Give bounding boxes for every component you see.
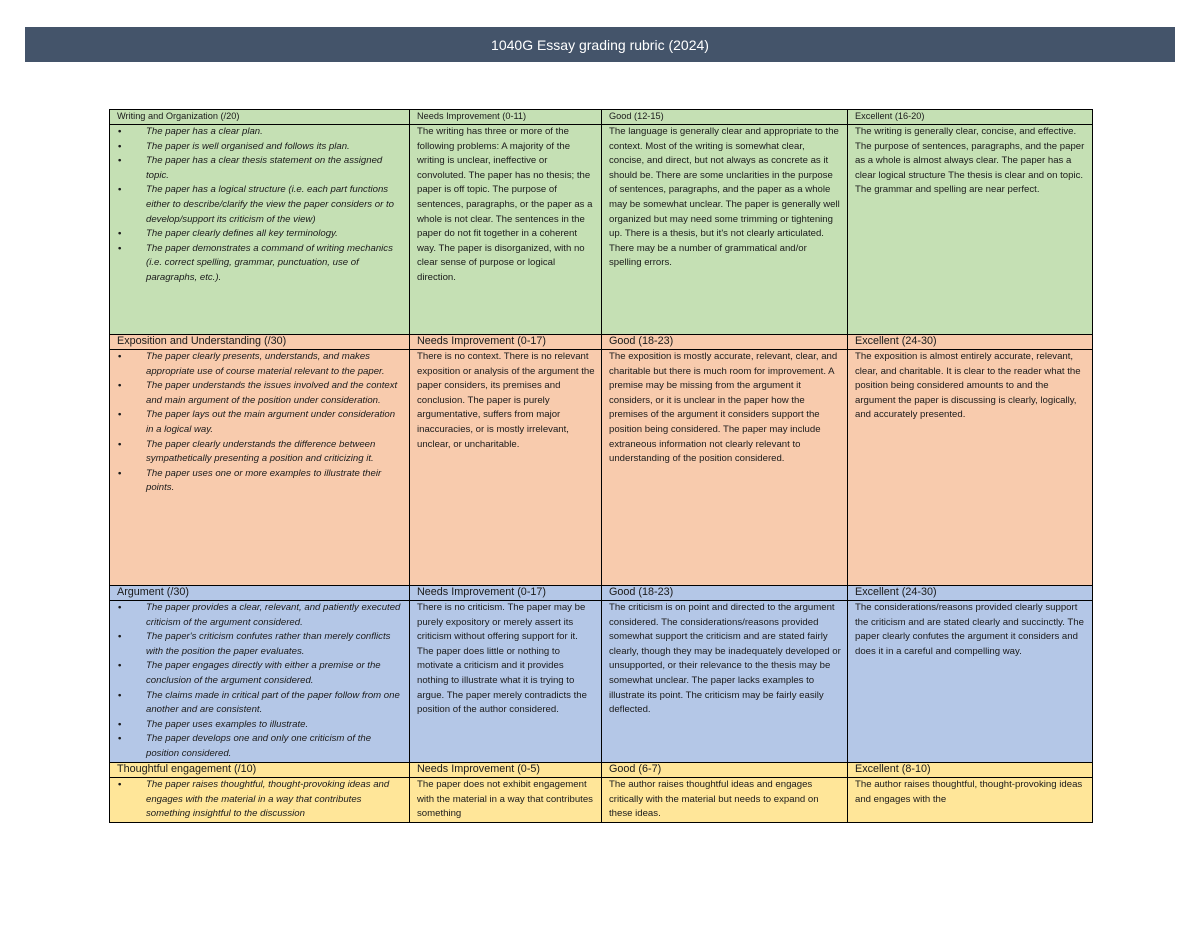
criterion-item: • The paper provides a clear, relevant, and patiently executed criticism of the argument considered.: [117, 601, 403, 630]
criterion-item: • The paper is well organised and follows its plan.: [117, 140, 403, 155]
criterion-item: • The paper's criticism confutes rather than merely conflicts with the position the paper evaluates.: [117, 630, 403, 659]
excellent-heading: Excellent (24-30): [848, 586, 1093, 601]
criterion-item: • The paper clearly presents, understands, and makes appropriate use of course material relevant to the paper.: [117, 350, 403, 379]
rubric-table: [109, 109, 1093, 823]
needs-improvement-heading: Needs Improvement (0-17): [410, 335, 602, 350]
needs-improvement-cell: There is no criticism. The paper may be purely expository or merely assert its criticism without offering support for it. The paper does little or nothing to motivate a criticism and it provides nothing to illustrate what it is trying to argue. The paper merely contradicts the position of the author considered.: [410, 601, 602, 763]
good-heading: Good (12-15): [602, 110, 848, 125]
criterion-item: • The paper clearly understands the difference between sympathetically presenting a position and criticizing it.: [117, 438, 403, 467]
needs-improvement-cell: There is no context. There is no relevant exposition or analysis of the argument the paper considers, its premises and conclusion. The paper is purely argumentative, suffers from major inaccuracies, or is mostly irrelevant, unclear, or uncharitable.: [410, 350, 602, 586]
section-body-row: [110, 601, 1093, 763]
section-body-row: [110, 778, 1093, 823]
criterion-item: • The paper has a logical structure (i.e. each part functions either to describe/clarify the view the paper considers or to develop/support its criticism of the view): [117, 183, 403, 227]
excellent-cell: The author raises thoughtful, thought-provoking ideas and engages with the: [848, 778, 1093, 823]
good-heading: Good (6-7): [602, 763, 848, 778]
criterion-item: • The paper has a clear thesis statement on the assigned topic.: [117, 154, 403, 183]
needs-improvement-cell: The paper does not exhibit engagement with the material in a way that contributes something: [410, 778, 602, 823]
criterion-item: • The paper engages directly with either a premise or the conclusion of the argument considered.: [117, 659, 403, 688]
criterion-item: • The paper understands the issues involved and the context and main argument of the position under consideration.: [117, 379, 403, 408]
section-header-row: [110, 763, 1093, 778]
criterion-item: • The paper uses examples to illustrate.: [117, 718, 403, 733]
criterion-item: • The paper has a clear plan.: [117, 125, 403, 140]
good-cell: The criticism is on point and directed to the argument considered. The considerations/reasons provided somewhat support the criticism and are stated fairly clearly, though they may be inadequately developed or unsupported, or their relevance to the thesis may be somewhat unclear. The paper lacks examples to illustrate its point. The criticism may be fairly easily deflected.: [602, 601, 848, 763]
criteria-cell: [110, 601, 410, 763]
needs-improvement-heading: Needs Improvement (0-11): [410, 110, 602, 125]
needs-improvement-heading: Needs Improvement (0-17): [410, 586, 602, 601]
page-title: 1040G Essay grading rubric (2024): [25, 27, 1175, 62]
criterion-item: • The paper raises thoughtful, thought-provoking ideas and engages with the material in a way that contributes something insightful to the discussion: [117, 778, 403, 822]
excellent-heading: Excellent (24-30): [848, 335, 1093, 350]
criterion-item: • The paper lays out the main argument under consideration in a logical way.: [117, 408, 403, 437]
excellent-heading: Excellent (16-20): [848, 110, 1093, 125]
excellent-cell: The considerations/reasons provided clearly support the criticism and are stated clearly and succinctly. The paper clearly confutes the argument it considers and does it in a careful and compelling way.: [848, 601, 1093, 763]
good-cell: The exposition is mostly accurate, relevant, clear, and charitable but there is much room for improvement. A premise may be missing from the argument it considers, or it is unclear in the paper how the premises of the argument it considers support the position being considered. The paper may include extraneous information not clearly relevant to understanding of the position considered.: [602, 350, 848, 586]
criteria-heading: Exposition and Understanding (/30): [110, 335, 410, 350]
needs-improvement-cell: The writing has three or more of the following problems: A majority of the writing is unclear, ineffective or convoluted. The paper has no thesis; the paper is off topic. The purpose of sentences, paragraphs, or the paper as a whole is not clear. The sentences in the paper do not fit together in a coherent way. The paper is disorganized, with no clear sense of purpose or logical direction.: [410, 125, 602, 335]
section-header-row: [110, 586, 1093, 601]
section-header-row: [110, 335, 1093, 350]
criterion-item: • The claims made in critical part of the paper follow from one another and are consistent.: [117, 689, 403, 718]
good-cell: The author raises thoughtful ideas and engages critically with the material but needs to expand on these ideas.: [602, 778, 848, 823]
criteria-cell: [110, 350, 410, 586]
excellent-cell: The exposition is almost entirely accurate, relevant, clear, and charitable. It is clear to the reader what the position being considered amounts to and the argument the paper is discussing is clearly, logically, and accurately presented.: [848, 350, 1093, 586]
criterion-item: • The paper clearly defines all key terminology.: [117, 227, 403, 242]
good-heading: Good (18-23): [602, 335, 848, 350]
section-header-row: [110, 110, 1093, 125]
criteria-cell: [110, 125, 410, 335]
section-body-row: [110, 350, 1093, 586]
criteria-cell: [110, 778, 410, 823]
criteria-heading: Thoughtful engagement (/10): [110, 763, 410, 778]
criteria-heading: Argument (/30): [110, 586, 410, 601]
needs-improvement-heading: Needs Improvement (0-5): [410, 763, 602, 778]
excellent-cell: The writing is generally clear, concise, and effective. The purpose of sentences, paragraphs, and the paper as a whole is almost always clear. The paper has a clear logical structure The thesis is clear and on topic. The grammar and spelling are near perfect.: [848, 125, 1093, 335]
criterion-item: • The paper demonstrates a command of writing mechanics (i.e. correct spelling, grammar, punctuation, use of paragraphs, etc.).: [117, 242, 403, 286]
good-heading: Good (18-23): [602, 586, 848, 601]
good-cell: The language is generally clear and appropriate to the context. Most of the writing is somewhat clear, concise, and direct, but not always as concrete as it should be. There are some unclarities in the purpose of sentences, paragraphs, and the paper as a whole may be somewhat unclear. The paper is generally well organized but may need some trimming or tightening up. There is a thesis, but it's not clearly articulated. There may be a number of grammatical and/or spelling errors.: [602, 125, 848, 335]
section-body-row: [110, 125, 1093, 335]
criterion-item: • The paper uses one or more examples to illustrate their points.: [117, 467, 403, 496]
excellent-heading: Excellent (8-10): [848, 763, 1093, 778]
criteria-heading: Writing and Organization (/20): [110, 110, 410, 125]
criterion-item: • The paper develops one and only one criticism of the position considered.: [117, 732, 403, 761]
